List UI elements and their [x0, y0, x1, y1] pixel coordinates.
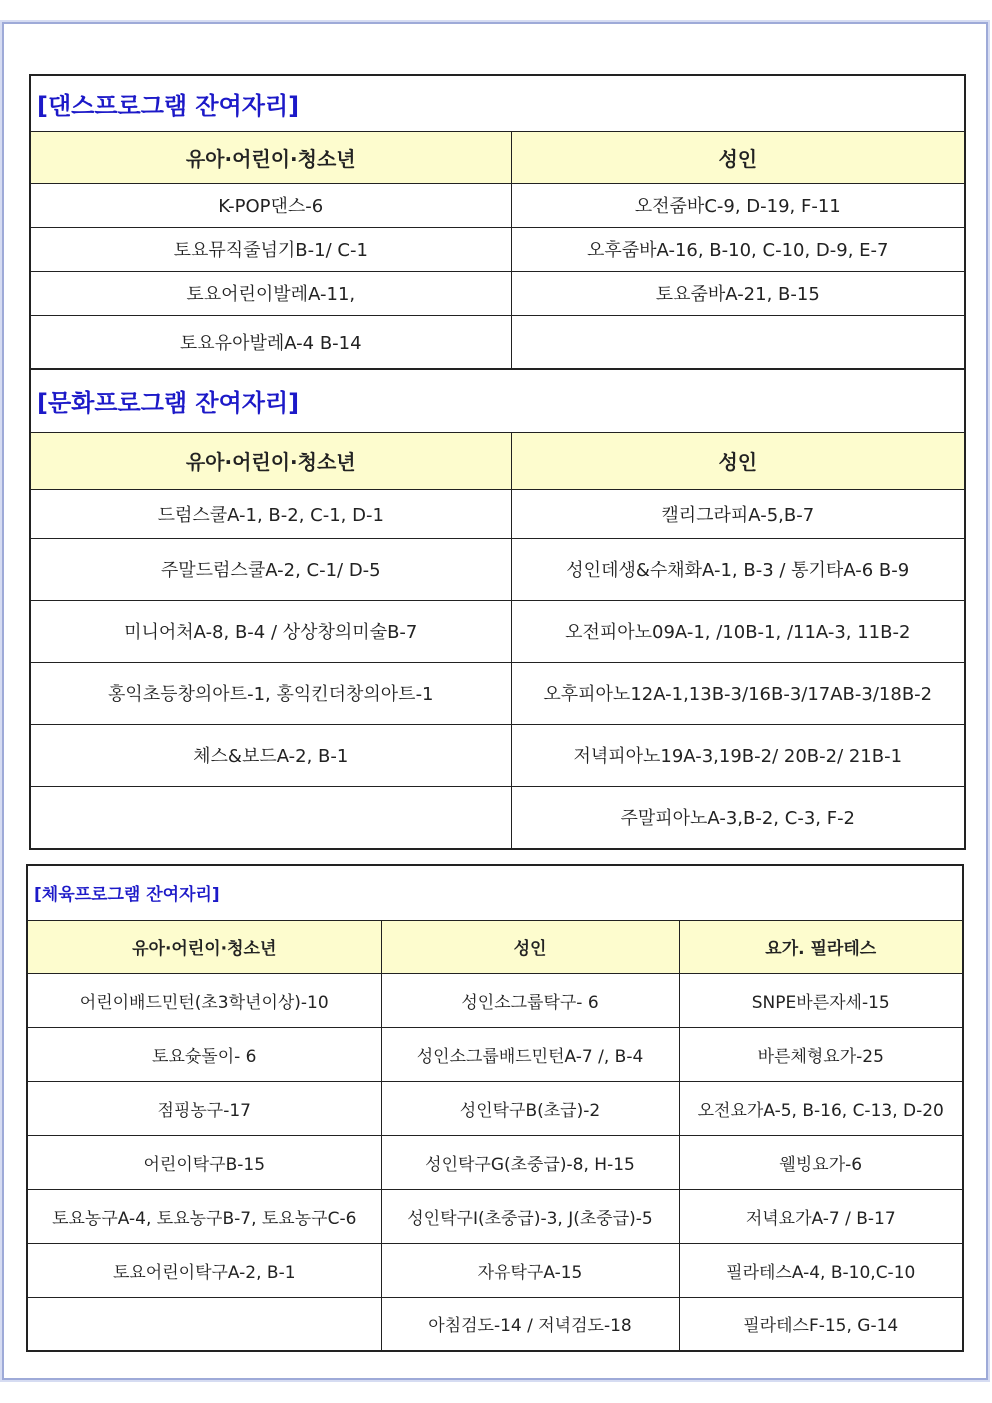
table-row [30, 315, 965, 369]
sports-header-adult: 성인 [381, 920, 679, 973]
table-row [27, 973, 963, 1027]
table-cell: 홍익초등창의아트-1, 홍익킨더창의아트-1 [30, 662, 511, 724]
table-cell [511, 315, 965, 369]
sports-title: [체육프로그램 잔여자리] [27, 865, 963, 920]
table-cell: 오전요가A-5, B-16, C-13, D-20 [679, 1081, 963, 1135]
table-cell: 오전피아노09A-1, /10B-1, /11A-3, 11B-2 [511, 600, 965, 662]
table-cell: 주말피아노A-3,B-2, C-3, F-2 [511, 786, 965, 849]
table-cell: 오전줌바C-9, D-19, F-11 [511, 183, 965, 227]
table-row [30, 724, 965, 786]
table-cell [27, 1297, 381, 1351]
table-row [30, 183, 965, 227]
dance-header-adult: 성인 [511, 131, 965, 183]
table-cell: 토요농구A-4, 토요농구B-7, 토요농구C-6 [27, 1189, 381, 1243]
table-row [27, 1297, 963, 1351]
table-cell: 성인탁구G(초중급)-8, H-15 [381, 1135, 679, 1189]
table-cell: 필라테스F-15, G-14 [679, 1297, 963, 1351]
table-cell: 성인탁구I(초중급)-3, J(초중급)-5 [381, 1189, 679, 1243]
table-row [30, 600, 965, 662]
table-cell: SNPE바른자세-15 [679, 973, 963, 1027]
table-row [30, 662, 965, 724]
table-cell: 성인탁구B(초급)-2 [381, 1081, 679, 1135]
table-cell [30, 786, 511, 849]
table-cell: 자유탁구A-15 [381, 1243, 679, 1297]
table-row [27, 1189, 963, 1243]
dance-table [29, 74, 966, 370]
sports-header-youth: 유아·어린이·청소년 [27, 920, 381, 973]
table-row [30, 786, 965, 849]
table-cell: 토요뮤직줄넘기B-1/ C-1 [30, 227, 511, 271]
table-cell: 오후줌바A-16, B-10, C-10, D-9, E-7 [511, 227, 965, 271]
table-cell: 성인소그룹배드민턴A-7 /, B-4 [381, 1027, 679, 1081]
table-cell: 성인소그룹탁구- 6 [381, 973, 679, 1027]
table-cell: K-POP댄스-6 [30, 183, 511, 227]
table-cell: 저녁피아노19A-3,19B-2/ 20B-2/ 21B-1 [511, 724, 965, 786]
table-cell: 바른체형요가-25 [679, 1027, 963, 1081]
table-row [27, 1027, 963, 1081]
table-row [27, 1243, 963, 1297]
table-cell: 체스&보드A-2, B-1 [30, 724, 511, 786]
table-cell: 오후피아노12A-1,13B-3/16B-3/17AB-3/18B-2 [511, 662, 965, 724]
sports-table [26, 864, 964, 1352]
table-cell: 아침검도-14 / 저녁검도-18 [381, 1297, 679, 1351]
table-cell: 토요줌바A-21, B-15 [511, 271, 965, 315]
sports-header-yoga: 요가. 필라테스 [679, 920, 963, 973]
table-cell: 드럼스쿨A-1, B-2, C-1, D-1 [30, 489, 511, 538]
table-cell: 필라테스A-4, B-10,C-10 [679, 1243, 963, 1297]
table-row [30, 271, 965, 315]
table-row [30, 227, 965, 271]
culture-header-adult: 성인 [511, 432, 965, 489]
table-row [30, 489, 965, 538]
culture-header-youth: 유아·어린이·청소년 [30, 432, 511, 489]
table-row [30, 538, 965, 600]
table-cell: 어린이탁구B-15 [27, 1135, 381, 1189]
dance-header-youth: 유아·어린이·청소년 [30, 131, 511, 183]
table-cell: 웰빙요가-6 [679, 1135, 963, 1189]
table-cell: 토요유아발레A-4 B-14 [30, 315, 511, 369]
table-cell: 점핑농구-17 [27, 1081, 381, 1135]
table-cell: 미니어처A-8, B-4 / 상상창의미술B-7 [30, 600, 511, 662]
table-cell: 주말드럼스쿨A-2, C-1/ D-5 [30, 538, 511, 600]
table-cell: 캘리그라피A-5,B-7 [511, 489, 965, 538]
table-row [27, 1135, 963, 1189]
table-cell: 성인데생&수채화A-1, B-3 / 통기타A-6 B-9 [511, 538, 965, 600]
culture-table [29, 368, 966, 850]
table-cell: 토요어린이탁구A-2, B-1 [27, 1243, 381, 1297]
table-cell: 어린이배드민턴(초3학년이상)-10 [27, 973, 381, 1027]
table-cell: 토요슛돌이- 6 [27, 1027, 381, 1081]
table-cell: 저녁요가A-7 / B-17 [679, 1189, 963, 1243]
culture-title: [문화프로그램 잔여자리] [30, 369, 965, 432]
table-row [27, 1081, 963, 1135]
table-cell: 토요어린이발레A-11, [30, 271, 511, 315]
dance-title: [댄스프로그램 잔여자리] [30, 75, 965, 131]
